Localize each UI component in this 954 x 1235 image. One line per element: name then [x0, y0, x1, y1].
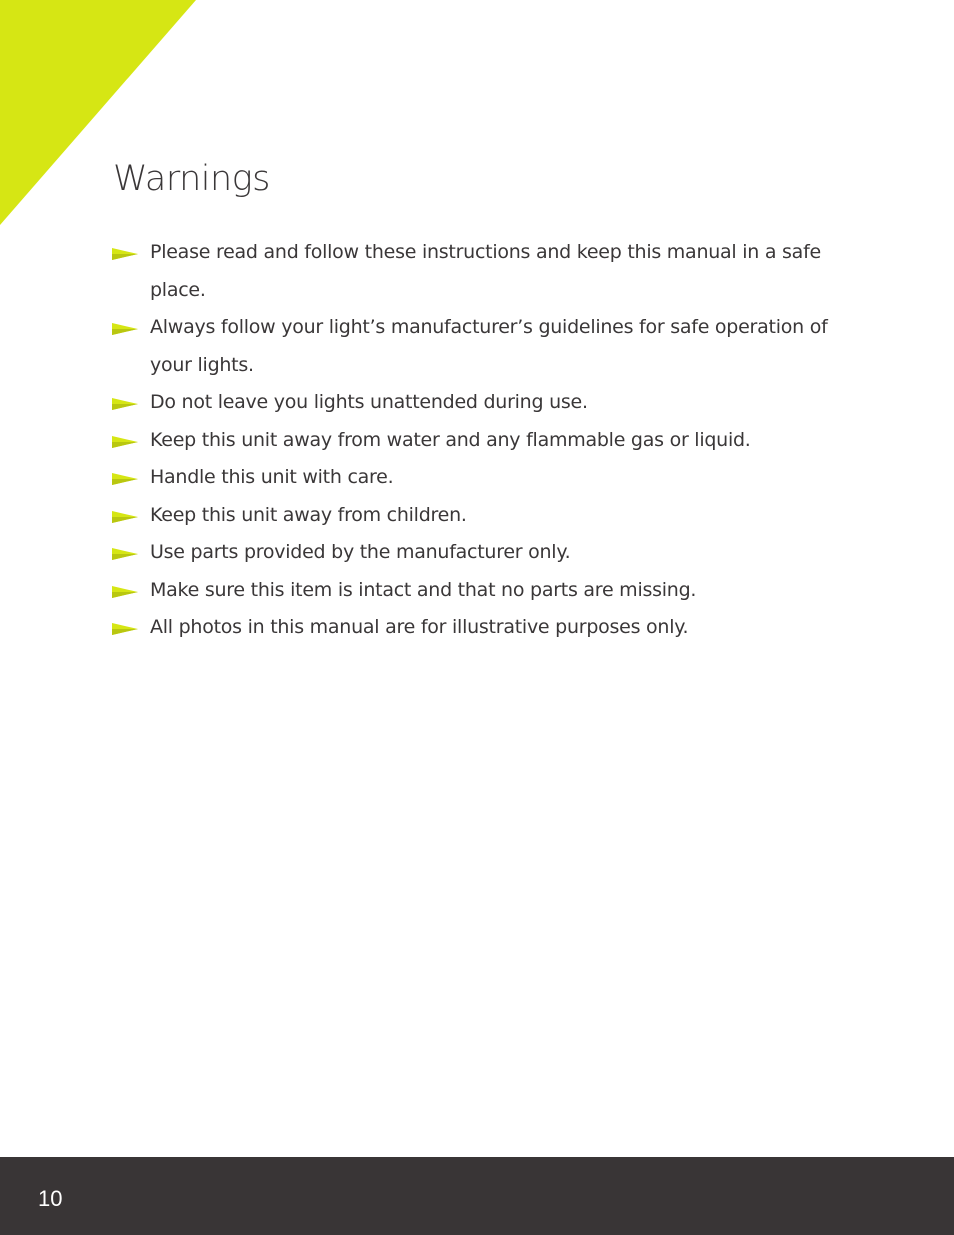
warnings-list [112, 234, 852, 647]
list-item [112, 422, 852, 460]
arrow-bullet-icon [112, 548, 138, 560]
list-item [112, 572, 852, 610]
footer-bar [0, 1157, 954, 1235]
arrow-bullet-icon [112, 586, 138, 598]
page-number: 10 [38, 1186, 63, 1211]
list-item [112, 309, 852, 384]
arrow-bullet-icon [112, 473, 138, 485]
warning-text: All photos in this manual are for illustrative purposes only. [150, 616, 689, 638]
warning-text: Always follow your light’s manufacturer’s guidelines for safe operation of your lights. [150, 316, 828, 376]
list-item [112, 497, 852, 535]
arrow-bullet-icon [112, 248, 138, 260]
warning-text: Please read and follow these instructions and keep this manual in a safe place. [150, 241, 821, 301]
warning-text: Keep this unit away from children. [150, 503, 467, 526]
warning-text: Use parts provided by the manufacturer only. [150, 541, 571, 563]
arrow-bullet-icon [112, 398, 138, 410]
arrow-bullet-icon [112, 436, 138, 448]
arrow-bullet-icon [112, 511, 138, 523]
page-title: Warnings [113, 159, 270, 199]
list-item [112, 534, 852, 572]
list-item [112, 234, 852, 309]
warning-text: Make sure this item is intact and that no parts are missing. [150, 578, 697, 601]
warning-text: Do not leave you lights unattended during use. [150, 391, 588, 413]
warning-text: Handle this unit with care. [150, 466, 394, 488]
warning-text: Keep this unit away from water and any flammable gas or liquid. [150, 428, 751, 451]
arrow-bullet-icon [112, 323, 138, 335]
arrow-bullet-icon [112, 623, 138, 635]
list-item [112, 459, 852, 497]
list-item [112, 609, 852, 647]
list-item [112, 384, 852, 422]
